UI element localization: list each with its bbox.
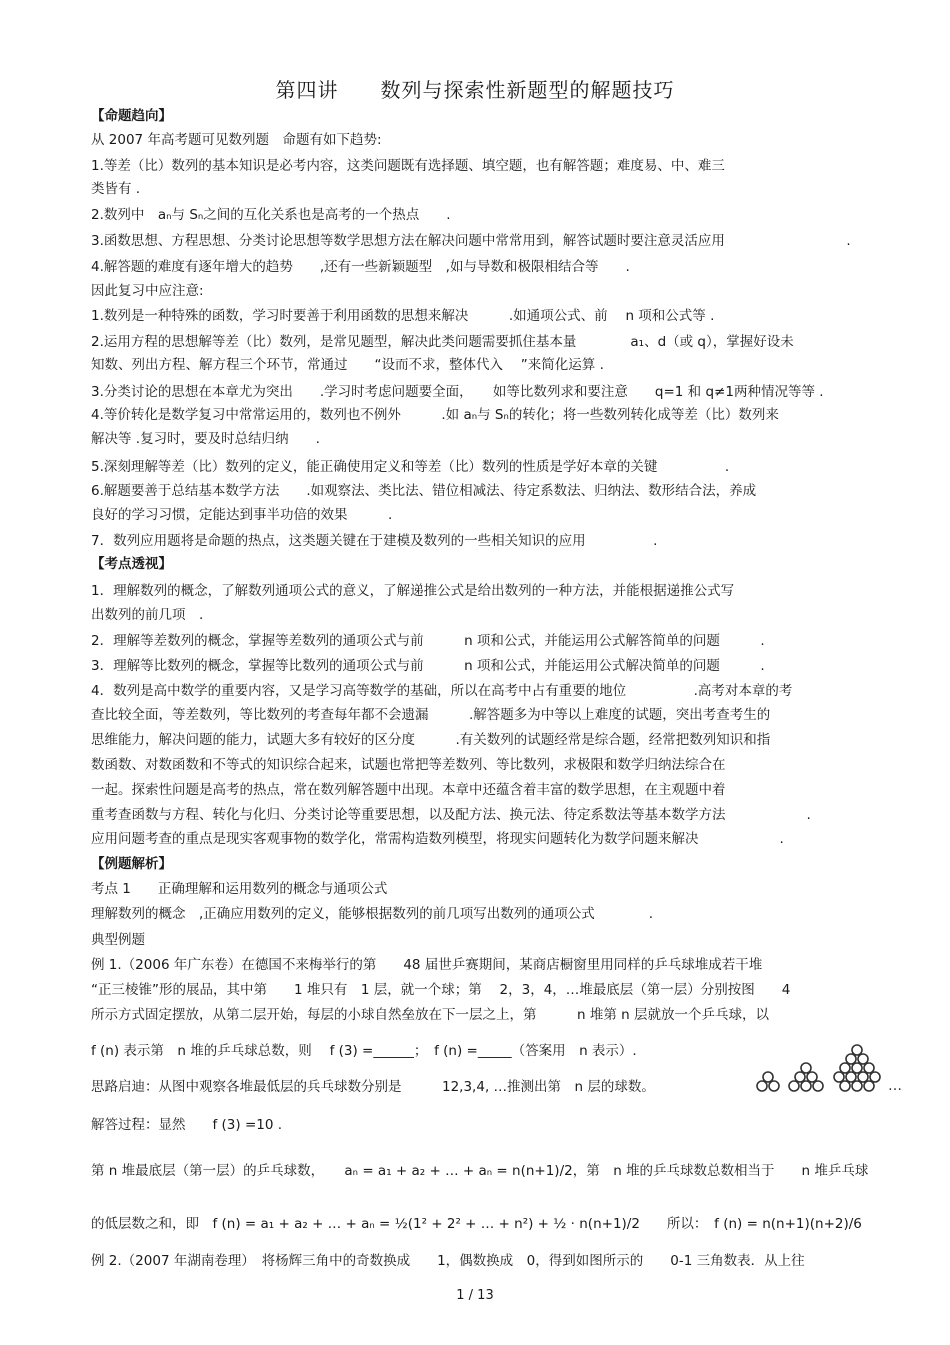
text-line: 知数、列出方程、解方程三个环节，常通过 “设而不求，整体代入 ”来简化运算 .: [91, 357, 604, 373]
text-line: 4.等价转化是数学复习中常常运用的，数列也不例外 .如 aₙ与 Sₙ的转化；将一些数列转化成等差（比）数列来: [91, 407, 779, 423]
figure-ellipsis: …: [888, 1078, 902, 1094]
text-line: 类皆有 .: [91, 181, 141, 197]
text-line: 例 1.（2006 年广东卷）在德国不来梅举行的第 48 届世乒赛期间，某商店橱窗里用同样的乒乓球堆成若干堆: [91, 957, 763, 973]
text-line: 6.解题要善于总结基本数学方法 .如观察法、类比法、错位相减法、待定系数法、归纳法、数形结合法，养成: [91, 483, 757, 499]
text-line: 【例题解析】: [91, 856, 172, 872]
page-title: 第四讲 数列与探索性新题型的解题技巧: [275, 78, 675, 102]
text-line: 4.解答题的难度有逐年增大的趋势 ,还有一些新颖题型 ,如与导数和极限相结合等 .: [91, 259, 630, 275]
text-line: 5.深刻理解等差（比）数列的定义，能正确使用定义和等差（比）数列的性质是学好本章的关键 .: [91, 459, 730, 475]
text-line: “正三棱锥”形的展品，其中第 1 堆只有 1 层，就一个球；第 2，3，4，…堆最底层（第一层）分别按图 4: [91, 982, 791, 998]
text-line: 3.函数思想、方程思想、分类讨论思想等数学思想方法在解决问题中常常用到，解答试题时要注意灵活应用 .: [91, 233, 851, 249]
text-line: 3．理解等比数列的概念，掌握等比数列的通项公式与前 n 项和公式，并能运用公式解决简单的问题 .: [91, 658, 765, 674]
text-line: 数函数、对数函数和不等式的知识综合起来，试题也常把等差数列、等比数列，求极限和数学归纳法综合在: [91, 757, 726, 773]
text-line: 因此复习中应注意:: [91, 283, 204, 299]
text-line: 解决等 .复习时，要及时总结归纳 .: [91, 431, 320, 447]
text-line: 考点 1 正确理解和运用数列的概念与通项公式: [91, 881, 388, 897]
text-line: 2．理解等差数列的概念，掌握等差数列的通项公式与前 n 项和公式，并能运用公式解答简单的问题 .: [91, 633, 765, 649]
text-line: 典型例题: [91, 932, 145, 948]
text-line: 第 n 堆最底层（第一层）的乒乓球数， aₙ = a₁ + a₂ + … + aₙ = n(n+1)/2，第 n 堆的乒乓球数总数相当于 n 堆乒乓球: [91, 1163, 869, 1179]
text-line: 1.等差（比）数列的基本知识是必考内容，这类问题既有选择题、填空题，也有解答题；难度易、中、难三: [91, 158, 725, 174]
text-line: 从 2007 年高考题可见数列题 命题有如下趋势:: [91, 132, 382, 148]
page-number: 1 / 13: [456, 1288, 494, 1303]
ping-pong-stack-figure: [756, 1040, 906, 1100]
text-line: 7．数列应用题将是命题的热点，这类题关键在于建模及数列的一些相关知识的应用 .: [91, 533, 658, 549]
text-line: 思维能力，解决问题的能力，试题大多有较好的区分度 .有关数列的试题经常是综合题，经常把数列知识和指: [91, 732, 771, 748]
text-line: 1．理解数列的概念，了解数列通项公式的意义，了解递推公式是给出数列的一种方法，并能根据递推公式写: [91, 583, 735, 599]
ball-pyramids-figure: [756, 1040, 906, 1100]
text-line: 4．数列是高中数学的重要内容，又是学习高等数学的基础，所以在高考中占有重要的地位 .高考对本章的考: [91, 683, 793, 699]
text-line: 重考查函数与方程、转化与化归、分类讨论等重要思想，以及配方法、换元法、待定系数法等基本数学方法 .: [91, 807, 811, 823]
text-line: 查比较全面，等差数列，等比数列的考查每年都不会遗漏 .解答题多为中等以上难度的试题，突出考查考生的: [91, 707, 771, 723]
text-line: 【考点透视】: [91, 556, 172, 572]
text-line: 思路启迪：从图中观察各堆最低层的兵乓球数分别是 12,3,4, …推测出第 n 层的球数。: [91, 1079, 655, 1095]
text-line: 理解数列的概念 ,正确应用数列的定义，能够根据数列的前几项写出数列的通项公式 .: [91, 906, 654, 922]
text-line: 应用问题考查的重点是现实客观事物的数学化，常需构造数列模型，将现实问题转化为数学问题来解决 .: [91, 831, 784, 847]
text-line: 所示方式固定摆放，从第二层开始，每层的小球自然垒放在下一层之上，第 n 堆第 n 层就放一个乒乓球，以: [91, 1007, 769, 1023]
text-line: 的低层数之和，即 f (n) = a₁ + a₂ + … + aₙ = ½(1² + 2² + … + n²) + ½ · n(n+1)/2 所以： f (n) = n(n+1)(n+2)/6: [91, 1216, 862, 1232]
text-line: 1.数列是一种特殊的函数，学习时要善于利用函数的思想来解决 .如通项公式、前 n 项和公式等 .: [91, 308, 715, 324]
text-line: 例 2.（2007 年湖南卷理） 将杨辉三角中的奇数换成 1，偶数换成 0，得到如图所示的 0-1 三角数表．从上往: [91, 1253, 805, 1269]
text-line: f (n) 表示第 n 堆的乒乓球总数，则 f (3) =______； f (n) =_____（答案用 n 表示）.: [91, 1043, 637, 1059]
text-line: 2.运用方程的思想解等差（比）数列，是常见题型，解决此类问题需要抓住基本量 a₁、d（或 q），掌握好设未: [91, 334, 794, 350]
text-line: 解答过程：显然 f (3) =10 .: [91, 1117, 283, 1133]
text-line: 出数列的前几项 .: [91, 607, 204, 623]
text-line: 2.数列中 aₙ与 Sₙ之间的互化关系也是高考的一个热点 .: [91, 207, 451, 223]
text-line: 良好的学习习惯，定能达到事半功倍的效果 .: [91, 507, 393, 523]
text-line: 【命题趋向】: [91, 108, 172, 124]
text-line: 3.分类讨论的思想在本章尤为突出 .学习时考虑问题要全面， 如等比数列求和要注意 q=1 和 q≠1两种情况等等 .: [91, 384, 824, 400]
text-line: 一起。探索性问题是高考的热点，常在数列解答题中出现。本章中还蕴含着丰富的数学思想，在主观题中着: [91, 782, 726, 798]
